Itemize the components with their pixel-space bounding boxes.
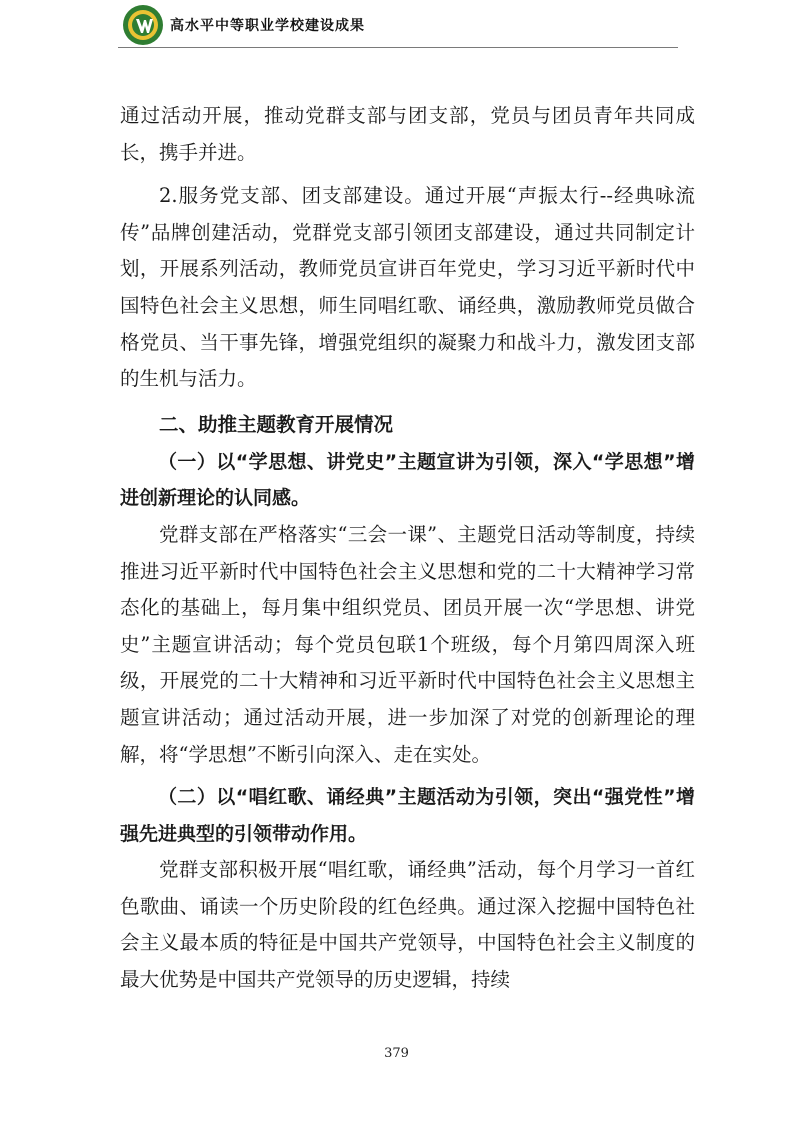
page-header [118, 2, 678, 48]
header-divider [118, 47, 678, 48]
document-body [120, 98, 695, 999]
paragraph: 党群支部积极开展“唱红歌，诵经典”活动，每个月学习一首红色歌曲、诵读一个历史阶段的红色经典。通过深入挖掘中国特色社会主义最本质的特征是中国共产党领导，中国特色社会主义制度的最大优势是中国共产党领导的历史逻辑，持续 [120, 858, 695, 992]
subsection-heading: （一）以“学思想、讲党史”主题宣讲为引领，深入“学思想”增进创新理论的认同感。 [120, 450, 695, 510]
paragraph: 2.服务党支部、团支部建设。通过开展“声振太行--经典咏流传”品牌创建活动，党群党支部引领团支部建设，通过共同制定计划，开展系列活动，教师党员宣讲百年党史，学习习近平新时代中国特色社会主义思想，师生同唱红歌、诵经典，激励教师党员做合格党员、当干事先锋，增强党组织的凝聚力和战斗力，激发团支部的生机与活力。 [120, 184, 695, 391]
header-title: 高水平中等职业学校建设成果 [170, 18, 365, 34]
subsection-heading: （二）以“唱红歌、诵经典”主题活动为引领，突出“强党性”增强先进典型的引领带动作用。 [120, 786, 695, 845]
paragraph: 通过活动开展，推动党群支部与团支部，党员与团员青年共同成长，携手并进。 [120, 104, 695, 164]
paragraph: 党群支部在严格落实“三会一课”、主题党日活动等制度，持续推进习近平新时代中国特色社会主义思想和党的二十大精神学习常态化的基础上，每月集中组织党员、团员开展一次“学思想、讲党史”主题宣讲活动；每个党员包联1个班级，每个月第四周深入班级，开展党的二十大精神和习近平新时代中国特色社会主义思想主题宣讲活动；通过活动开展，进一步加深了对党的创新理论的理解，将“学思想”不断引向深入、走在实处。 [120, 522, 695, 766]
school-emblem-icon [122, 4, 164, 46]
section-heading: 二、助推主题教育开展情况 [159, 412, 394, 436]
page-number: 379 [384, 1046, 409, 1061]
